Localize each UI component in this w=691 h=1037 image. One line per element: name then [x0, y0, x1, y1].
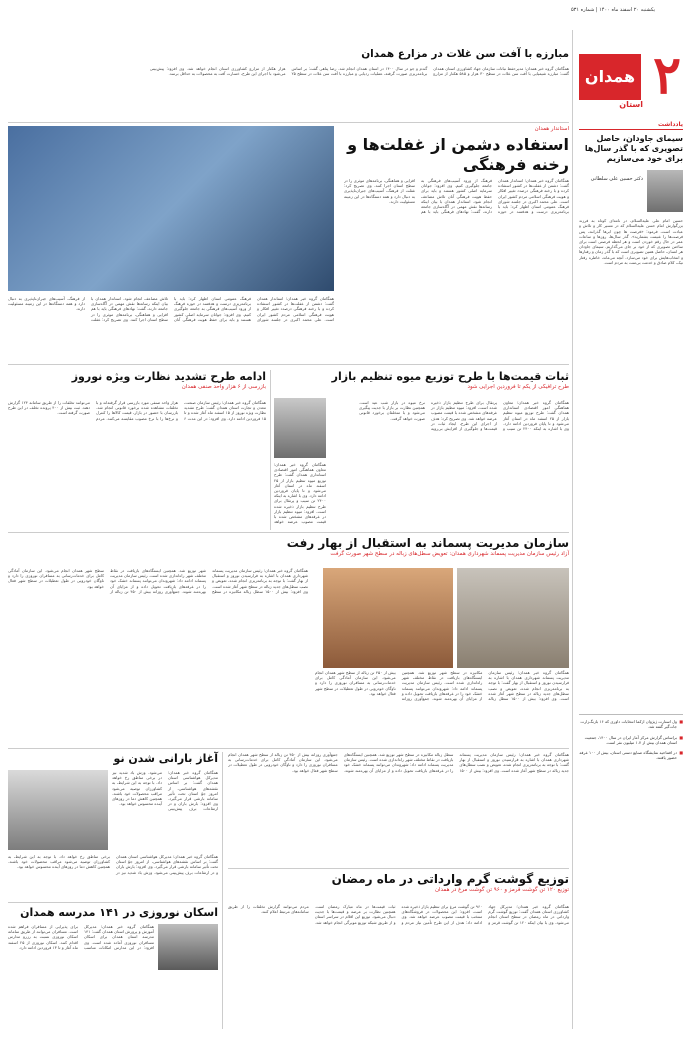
date-line: یکشنبه ۲۰ اسفند ماه ۱۴۰۰ | شماره ۵۳۱	[570, 7, 655, 13]
note-item: ■ براساس گزارش مرکز آمار ایران در سال ۱۴۰۰، جمعیت استان همدان بیش از ۱.۷ میلیون نفر است.	[579, 735, 683, 745]
author-name: دکتر حسین علی‌ سلطانی	[590, 176, 643, 183]
spring-body-bottom: همگامان گروه خبر همدان؛ رئیس سازمان مدیریت پسماند شهرداری همدان با اشاره به فرارسیدن نوروز و استقبال از بهار گفت: با توجه به برنامه‌ریزی انجام شده، تعویض و نصب سطل‌های جدید زباله در سطح شهر آغاز شده است. وی افزود: بیش از ۱۵۰۰ سطل زباله مکانیزه در سطح شهر توزیع شد. همچنین ایستگاه‌های بازیافت در نقاط مختلف شهر راه‌اندازی شده است. رئیس سازمان مدیریت پسماند ادامه داد: شهروندان می‌توانند پسماند خشک خود را در غرفه‌های بازیافت تحویل داده و از مزایای آن بهره‌مند شوند. جمع‌آوری روزانه بیش از ۴۵۰ تن زباله از سطح شهر همدان انجام می‌شود. این سازمان آمادگی کامل برای خدمات‌رسانی به مسافران نوروزی را دارد و ناوگان خودرویی در طول تعطیلات در سطح شهر فعال خواهد بود.	[315, 670, 569, 702]
spring-subtitle: آزاد رئیس سازمان مدیریت پسماند شهرداری همدان: تعویض سطل‌های زباله در سطح شهر صورت گرفت	[330, 551, 569, 557]
nowruz-headline: ادامه طرح تشدید نظارت ویژه نوروز	[71, 370, 266, 383]
section-divider	[8, 902, 218, 903]
masthead	[579, 45, 683, 109]
author-photo	[647, 170, 683, 212]
column-divider	[270, 370, 271, 530]
spring-header	[8, 536, 569, 560]
spring-photo-station	[323, 568, 453, 668]
sidebar-column	[579, 122, 683, 1029]
spring-photo-office	[457, 568, 569, 668]
spring-headline: سازمان مدیریت پسماند به استقبال از بهار رفت	[286, 536, 569, 550]
rain-body: همگامان گروه خبر همدان؛ مدیرکل هواشناسی استان همدان گفت: بر اساس نقشه‌های هواشناسی، از امروز جوّ استان تحت تأثیر سامانه بارشی قرار می‌گیرد. وی افزود: بارش باران و در ارتفاعات برف پیش‌بینی می‌شود. وزش باد شدید نیز در برخی مناطق رخ خواهد داد. با توجه به این شرایط، به کشاورزان توصیه می‌شود مراقب محصولات خود باشند. همچنین کاهش دما در روزهای آینده محسوس خواهد بود.	[112, 770, 218, 812]
rain-header	[8, 752, 218, 766]
spring-continued: همگامان گروه خبر همدان؛ رئیس سازمان مدیریت پسماند شهرداری همدان با اشاره به فرارسیدن نوروز و استقبال از بهار گفت: با توجه به برنامه‌ریزی انجام شده، تعویض و نصب سطل‌های جدید زباله در سطح شهر آغاز شده است. وی افزود: بیش از ۱۵۰۰ سطل زباله مکانیزه در سطح شهر توزیع شد. همچنین ایستگاه‌های بازیافت در نقاط مختلف شهر راه‌اندازی شده است. رئیس سازمان مدیریت پسماند ادامه داد: شهروندان می‌توانند پسماند خشک خود را در غرفه‌های بازیافت تحویل داده و از مزایای آن بهره‌مند شوند. جمع‌آوری روزانه بیش از ۴۵۰ تن زباله از سطح شهر همدان انجام می‌شود. این سازمان آمادگی کامل برای خدمات‌رسانی به مسافران نوروزی را دارد و ناوگان خودرویی در طول تعطیلات در سطح شهر فعال خواهد بود.	[228, 752, 569, 773]
page-number: ۲	[653, 45, 681, 106]
column-divider	[222, 752, 223, 1029]
note-item: ■ در افتتاحیه نمایشگاه صنایع دستی استان، بیش از ۱۰۰ غرفه حضور یافتند.	[579, 750, 683, 760]
schools-headline: اسکان نوروزی در ۱۴۱ مدرسه همدان	[20, 906, 218, 919]
section-divider	[8, 748, 569, 749]
pests-headline-wrap	[269, 48, 569, 62]
culture-kicker: استاندار همدان	[534, 126, 569, 132]
culture-headline: استفاده دشمن از غفلت‌ها و رخنه فرهنگی	[347, 135, 569, 174]
culture-body-bottom: همگامان گروه خبر همدان؛ استاندار همدان گفت: دشمن از غفلت‌ها در کشور استفاده کرده و با رخنه فرهنگی درصدد تغییر افکار و هویت فرهنگی اسلامی مردم کشور ایران است. علی‌ محمد اکبری در جلسه شورای فرهنگ عمومی استان اظهار کرد: باید با برنامه‌ریزی درست و هدفمند در حوزه فرهنگ از ورود آسیب‌های فرهنگی به جامعه جلوگیری کنیم. وی افزود: جوانان سرمایه اصلی کشور هستند و باید برای حفظ هویت فرهنگی آنان تلاش مضاعف انجام شود. استاندار همدان با بیان اینکه رسانه‌ها نقش مهمی در آگاه‌سازی جامعه دارند، گفت: نهادهای فرهنگی باید با هم افزایی و هماهنگی، برنامه‌های موثری را در سطح استان اجرا کنند. وی تصریح کرد: غفلت از فرهنگ، آسیب‌های جبران‌ناپذیری به دنبال دارد و همه دستگاه‌ها در این زمینه مسئولیت دارند.	[8, 296, 334, 322]
pests-headline: مبارزه با آفت سن غلات در مزارع همدان	[361, 48, 569, 60]
newspaper-logo: همدان	[579, 54, 641, 100]
rain-body-extra: همگامان گروه خبر همدان؛ مدیرکل هواشناسی استان همدان گفت: بر اساس نقشه‌های هواشناسی، از امروز جوّ استان تحت تأثیر سامانه بارشی قرار می‌گیرد. وی افزود: بارش باران و در ارتفاعات برف پیش‌بینی می‌شود. وزش باد شدید نیز در برخی مناطق رخ خواهد داد. با توجه به این شرایط، به کشاورزان توصیه می‌شود مراقب محصولات خود باشند. همچنین کاهش دما در روزهای آینده محسوس خواهد بود.	[8, 854, 218, 875]
culture-body-right: همگامان گروه خبر همدان؛ استاندار همدان گفت: دشمن از غفلت‌ها در کشور استفاده کرده و با رخنه فرهنگی درصدد تغییر افکار و هویت فرهنگی اسلامی مردم کشور ایران است. علی‌ محمد اکبری در جلسه شورای فرهنگ عمومی استان اظهار کرد: باید با برنامه‌ریزی درست و هدفمند در حوزه فرهنگ از ورود آسیب‌های فرهنگی به جامعه جلوگیری کنیم. وی افزود: جوانان سرمایه اصلی کشور هستند و باید برای حفظ هویت فرهنگی آنان تلاش مضاعف انجام شود. استاندار همدان با بیان اینکه رسانه‌ها نقش مهمی در آگاه‌سازی جامعه دارند، گفت: نهادهای فرهنگی باید با هم افزایی و هماهنگی، برنامه‌های موثری را در سطح استان اجرا کنند. وی تصریح کرد: غفلت از فرهنگ، آسیب‌های جبران‌ناپذیری به دنبال دارد و همه دستگاه‌ها در این زمینه مسئولیت دارند.	[344, 178, 569, 215]
author-block	[579, 170, 683, 214]
schools-body: همگامان گروه خبر همدان؛ مدیرکل آموزش و پرورش استان همدان گفت: ۱۴۱ مدرسه استان همدان برای اسکان مسافران نوروزی آماده شده است. وی افزود: در این مدارس امکانات مناسب برای پذیرایی از مسافران فراهم شده است. مسافران می‌توانند از طریق سامانه اسکان نوروزی نسبت به رزرو مدارس اقدام کنند. اسکان نوروزی از ۲۵ اسفند ماه آغاز و تا ۱۳ فروردین ادامه دارد.	[8, 924, 154, 950]
column-divider	[572, 30, 573, 1029]
culture-photo	[8, 126, 334, 291]
nowruz-subtitle: بازرسی از ۶ هزار واحد صنفی همدان	[181, 384, 266, 390]
sidebar-notes	[579, 714, 683, 760]
section-label: استان	[619, 100, 643, 109]
culture-header	[344, 126, 569, 175]
section-divider	[8, 364, 569, 365]
fruit-body-extra: همگامان گروه خبر همدان؛ معاون هماهنگی امور اقتصادی استانداری همدان گفت: طرح توزیع میوه تنظیم بازار از ۲۵ اسفند ماه در استان آغاز می‌شود و تا پایان فروردین ادامه دارد. وی با اشاره به اینکه ۲۴۰۰ تن سیب و پرتقال برای طرح تنظیم بازار ذخیره شده است، افزود: میوه تنظیم بازار در غرفه‌های مشخص شده با قیمت مصوب عرضه خواهد	[274, 462, 326, 524]
nowruz-body: همگامان گروه خبر همدان؛ رئیس سازمان صنعت، معدن و تجارت استان همدان گفت: طرح تشدید نظارت ویژه نوروز از ۱۵ اسفند ماه آغاز شده و تا ۱۵ فروردین ادامه دارد. وی افزود: در این مدت ۶ هزار واحد صنفی مورد بازرسی قرار گرفته‌اند و با تخلفات مشاهده شده برخورد قانونی انجام شد. بازرسان با حضور در بازار، قیمت کالاها را کنترل و نرخ‌ها را با نرخ مصوب مقایسه می‌کنند. مردم می‌توانند تخلفات را از طریق سامانه ۱۲۴ گزارش دهند. ثبت بیش از ۴۰۰ پرونده تخلف در این طرح صورت گرفته است.	[8, 400, 266, 421]
fruit-body: همگامان گروه خبر همدان؛ معاون هماهنگی امور اقتصادی استانداری همدان گفت: طرح توزیع میوه تنظیم بازار از ۲۵ اسفند ماه در استان آغاز می‌شود و تا پایان فروردین ادامه دارد. وی با اشاره به اینکه ۲۴۰۰ تن سیب و پرتقال برای طرح تنظیم بازار ذخیره شده است، افزود: میوه تنظیم بازار در غرفه‌های مشخص شده با قیمت مصوب عرضه خواهد شد. وی تصریح کرد: هدف از اجرای این طرح، ایجاد ثبات در قیمت‌ها و جلوگیری از افزایش بی‌رویه نرخ میوه در بازار شب عید است. همچنین نظارت بر بازار با جدیت پیگیری می‌شود و با متخلفان برخورد قانونی صورت خواهد گرفت.	[359, 400, 569, 432]
rain-photo	[8, 770, 108, 850]
meat-body: همگامان گروه خبر همدان؛ مدیرکل جهاد کشاورزی استان همدان گفت: توزیع گوشت گرم وارداتی در ماه رمضان در سطح استان انجام می‌شود. وی با بیان اینکه ۱۲۰ تن گوشت قرمز و ۹۶۰ تن گوشت مرغ برای تنظیم بازار ذخیره شده است، افزود: این محصولات در فروشگاه‌های منتخب با قیمت مصوب عرضه خواهد شد. وی ادامه داد: هدف از این طرح تأمین نیاز مردم و ثبات قیمت‌ها در ماه مبارک رمضان است. همچنین نظارت بر عرضه و قیمت‌ها با جدیت دنبال می‌شود. توزیع این اقلام در سراسر استان و از طریق شبکه توزیع مویرگی انجام خواهد شد. مردم می‌توانند گزارش تخلفات را از طریق سامانه‌های مرتبط اعلام کنند.	[228, 904, 569, 925]
pests-body: همگامان گروه خبر همدان؛ مدیرحفظ نباتات سازمان جهاد کشاورزی استان همدان گفت: مبارزه شیمیایی با آفت سن غلات در سطح ۳۰ هزار و ۵۸۵ هکتار از مزارع گندم و جو در سال ۱۴۰۰ در استان همدان انجام شد. رضا پناهی گفت: بر اساس برنامه‌ریزی صورت گرفته، عملیات ردیابی و مبارزه با آفت سن غلات در سطح ۲۵ هزار هکتار از مزارع کشاورزی استان انجام خواهد شد. وی افزود: پیش‌بینی می‌شود با اجرای این طرح، خسارت آفت به محصولات به حداقل برسد.	[149, 66, 569, 77]
sidebar-body: حسین امام علی علیه‌السلام، در نامه‌ای کوتاه به فرزند بزرگوارش امام حسن علیه‌السلام که در مسیر کار و تلاش و عبادت است، فرمود: «فرصت ها چون ابرها گذرانند، پس فرصت‌ها را غنیمت بشمارید». گذر سال‌ها، روزها و ساعات عمر در حال رقم خوردن است و هر لحظه فرصتی است برای ساختن تصویری که از خود بر جای می‌گذاریم. سیمای جاودان هر انسان، حاصل همین تصویری است که با گذر زمان و رفتارها و انتخاب‌هایش برای خود می‌سازد. آنچه می‌ماند، خاطره رفتار نیک، کلام صادق و خدمت بی‌منت به مردم است.	[579, 218, 683, 265]
spring-body: همگامان گروه خبر همدان؛ رئیس سازمان مدیریت پسماند شهرداری همدان با اشاره به فرارسیدن نوروز و استقبال از بهار گفت: با توجه به برنامه‌ریزی انجام شده، تعویض و نصب سطل‌های جدید زباله در سطح شهر آغاز شده است. وی افزود: بیش از ۱۵۰۰ سطل زباله مکانیزه در سطح شهر توزیع شد. همچنین ایستگاه‌های بازیافت در نقاط مختلف شهر راه‌اندازی شده است. رئیس سازمان مدیریت پسماند ادامه داد: شهروندان می‌توانند پسماند خشک خود را در غرفه‌های بازیافت تحویل داده و از مزایای آن بهره‌مند شوند. جمع‌آوری روزانه بیش از ۴۵۰ تن زباله از سطح شهر همدان انجام می‌شود. این سازمان آمادگی کامل برای خدمات‌رسانی به مسافران نوروزی را دارد و ناوگان خودرویی در طول تعطیلات در سطح شهر فعال خواهد بود.	[8, 568, 308, 594]
schools-header	[8, 906, 218, 920]
meat-headline: توزیع گوشت گرم وارداتی در ماه رمضان	[331, 872, 569, 886]
fruit-subtitle: طرح ترافیکی از یکم تا فروردین اجرایی شود	[467, 384, 569, 390]
note-item: ■ ول استارت ژیژوان ازکما انتخابات داوری که ۱۶ بازنگ‌زارت جات‌گیر گفته شد.	[579, 719, 683, 729]
sidebar-kicker: یادداشت	[579, 122, 683, 130]
meat-subtitle: توزیع ۱۲۰ تن گوشت قرمز و ۹۶۰ تن گوشت مرغ در همدان	[434, 887, 569, 893]
section-divider	[8, 122, 569, 123]
sidebar-title: سیمای جاودان، حاصل تصویری که با گذر سال‌ها برای خود می‌سازیم	[584, 134, 683, 164]
main-area	[8, 30, 569, 1029]
rain-headline: آغاز بارانی شدن نو	[113, 752, 218, 765]
meat-header	[228, 872, 569, 896]
top-line	[8, 8, 683, 18]
fruit-headline: ثبات قیمت‌ها با طرح توزیع میوه تنظیم بازار	[331, 370, 569, 383]
fruit-header	[291, 370, 569, 393]
fruit-photo	[274, 398, 326, 458]
section-divider	[228, 868, 569, 869]
nowruz-header	[8, 370, 266, 393]
section-divider	[8, 532, 569, 533]
schools-photo	[158, 924, 218, 970]
